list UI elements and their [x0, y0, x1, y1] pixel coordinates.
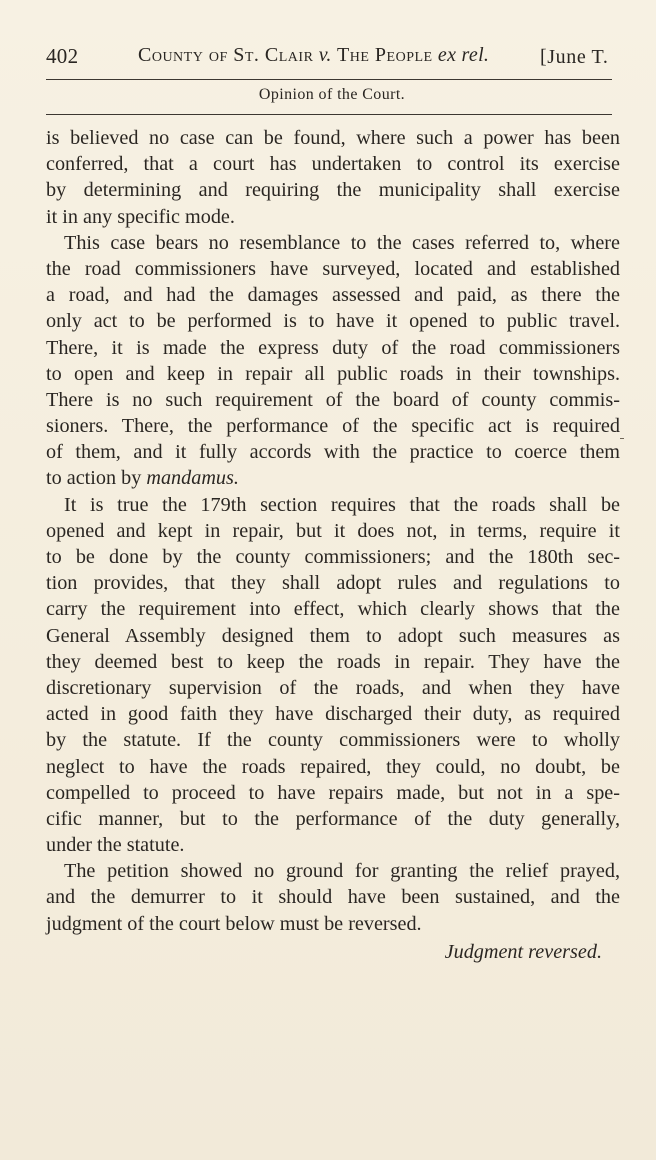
italic-term: mandamus. — [146, 467, 239, 490]
page-number: 402 — [46, 44, 79, 68]
margin-mark — [620, 438, 624, 439]
text-line: conferred, that a court has undertaken to control its exercise — [46, 153, 620, 176]
text-fragment: to action by — [46, 467, 142, 490]
term-label: [June T. — [540, 46, 609, 68]
text-line: they deemed best to keep the roads in repair. They have the — [46, 650, 620, 673]
text-line: opened and kept in repair, but it does not, in terms, require it — [46, 519, 620, 542]
text-line: of them, and it fully accords with the practice to coerce them — [46, 441, 620, 464]
running-head — [46, 44, 626, 78]
text-line: it in any specific mode. — [46, 205, 235, 228]
text-line: There is no such requirement of the board of county commis- — [46, 388, 620, 411]
header-rule-top — [46, 79, 612, 80]
opinion-text — [46, 125, 620, 965]
section-label — [0, 86, 656, 104]
text-line: to be done by the county commissioners; and the 180th sec- — [46, 546, 620, 568]
text-line: and the demurrer to it should have been sustained, and the — [46, 886, 620, 909]
text-line: is believed no case can be found, where such a power has been — [46, 127, 620, 149]
judgment-line: Judgment reversed. — [444, 940, 602, 963]
text-line: This case bears no resemblance to the cases referred to, where — [64, 231, 620, 254]
text-line: a road, and had the damages assessed and paid, as there the — [46, 284, 620, 307]
text-line: neglect to have the roads repaired, they could, no doubt, be — [46, 755, 620, 778]
case-title-versus: v. — [318, 44, 332, 66]
case-title — [138, 44, 489, 67]
text-line: sioners. There, the performance of the specific act is required — [46, 415, 620, 438]
text-line: under the statute. — [46, 834, 185, 857]
text-line: It is true the 179th section requires that the roads shall be — [64, 493, 620, 516]
text-line — [46, 465, 620, 491]
header-rule-bottom — [46, 114, 612, 115]
section-label-text: Opinion of the Court. — [258, 86, 406, 103]
text-line: The petition showed no ground for granting the relief prayed, — [64, 860, 620, 883]
text-line: by the statute. If the county commissioners were to wholly — [46, 729, 620, 752]
text-line: to open and keep in repair all public roads in their townships. — [46, 362, 620, 385]
text-line: the road commissioners have surveyed, located and established — [46, 257, 620, 280]
text-line: discretionary supervision of the roads, and when they have — [46, 676, 620, 699]
case-title-ex-rel: ex rel. — [437, 44, 490, 66]
text-line: by determining and requiring the municipality shall exercise — [46, 179, 620, 202]
text-line: tion provides, that they shall adopt rules and regulations to — [46, 572, 620, 595]
text-line: judgment of the court below must be reversed. — [46, 912, 422, 935]
text-line: There, it is made the express duty of the road commissioners — [46, 336, 620, 359]
text-line: cific manner, but to the performance of the duty generally, — [46, 807, 620, 830]
text-line: carry the requirement into effect, which clearly shows that the — [46, 598, 620, 621]
text-line: acted in good faith they have discharged their duty, as required — [46, 703, 620, 726]
text-line: General Assembly designed them to adopt such measures as — [46, 624, 620, 647]
case-title-county: County of St. Clair — [138, 44, 314, 66]
case-title-people: The People — [337, 44, 433, 66]
text-line: only act to be performed is to have it opened to public travel. — [46, 310, 620, 333]
text-line: compelled to proceed to have repairs made, but not in a spe- — [46, 781, 620, 804]
